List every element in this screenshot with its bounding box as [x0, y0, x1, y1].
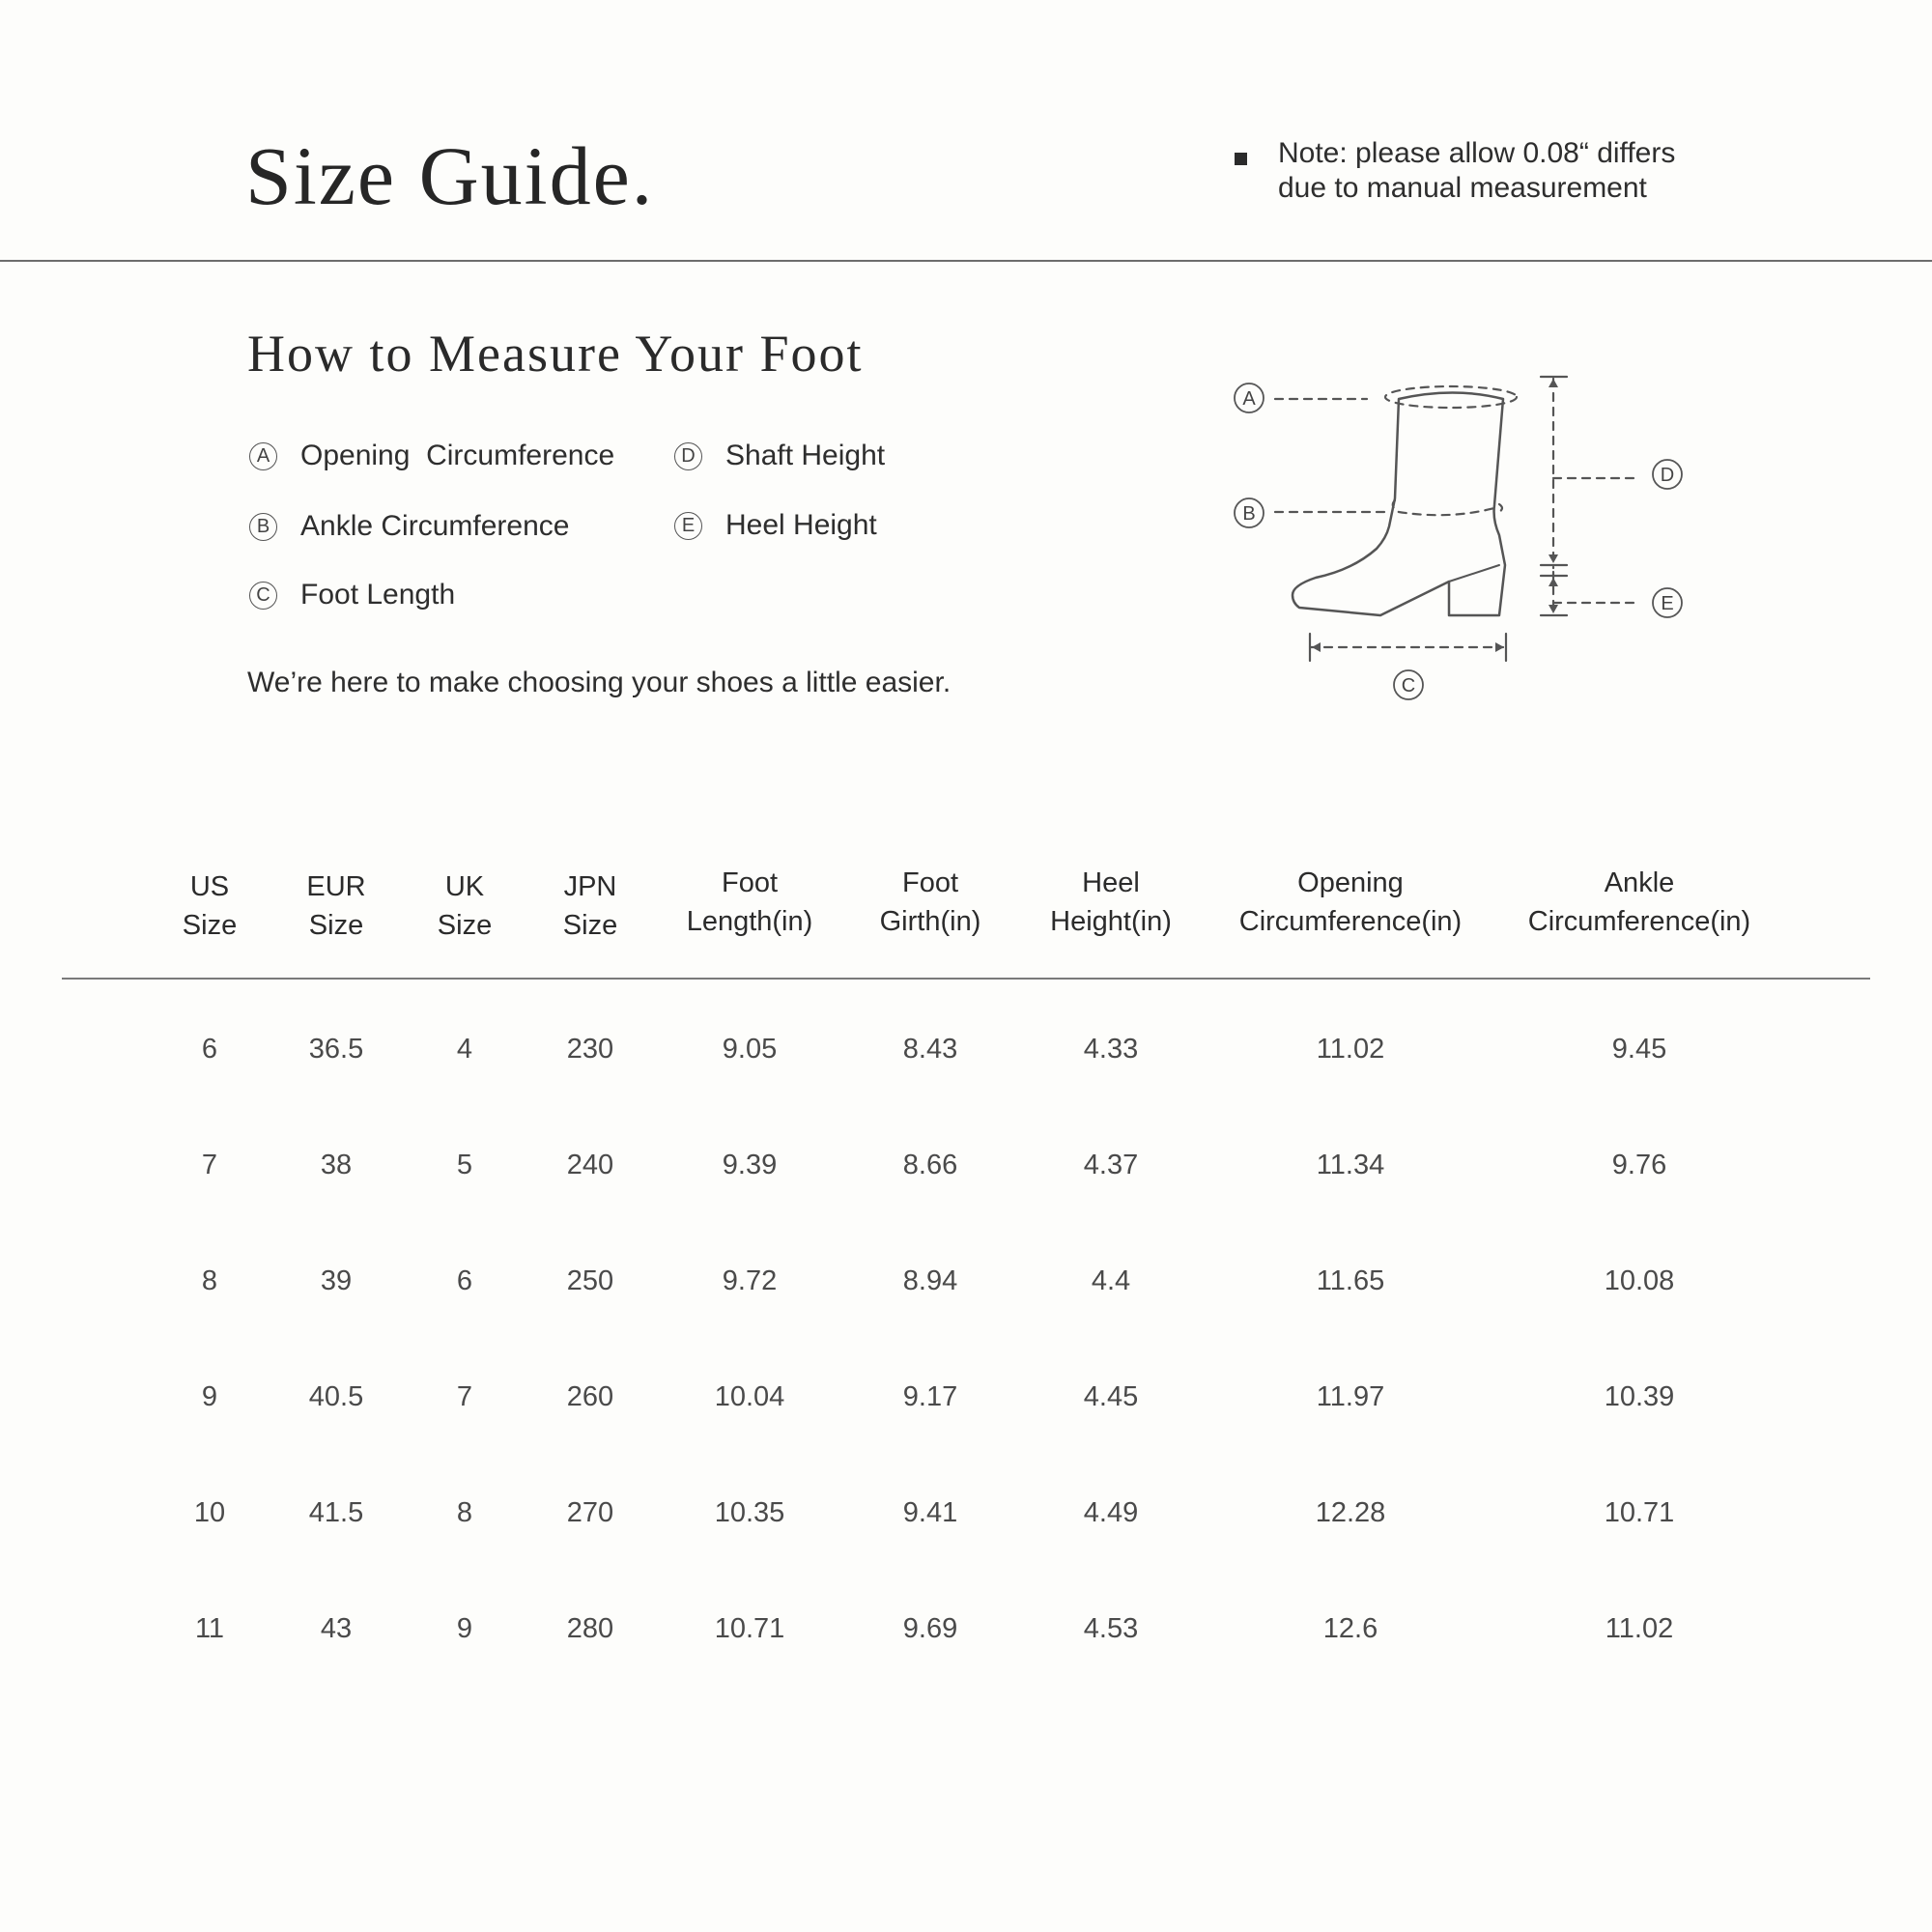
table-cell-heel-height: 4.53 — [1083, 1613, 1139, 1644]
table-header-divider — [62, 978, 1870, 980]
header-line2: Size — [182, 910, 238, 941]
note-line-1: Note: please allow 0.08“ differs — [1278, 137, 1676, 169]
table-cell-uk-size: 8 — [456, 1497, 473, 1528]
boot-outline-icon — [1293, 393, 1505, 616]
table-cell-foot-girth: 8.43 — [902, 1034, 958, 1065]
header-line2: Length(in) — [686, 906, 813, 937]
tagline: We’re here to make choosing your shoes a little easier. — [247, 667, 952, 698]
table-cell-jpn-size: 270 — [566, 1497, 614, 1528]
letter-a-icon: A — [249, 442, 277, 470]
legend-item-foot-length — [249, 579, 455, 611]
table-cell-ankle-circumference: 9.45 — [1611, 1034, 1667, 1065]
table-cell-us-size: 11 — [194, 1613, 225, 1644]
letter-e-icon: E — [674, 512, 702, 540]
column-header-opening-circumference — [1206, 864, 1495, 941]
legend-item-heel-height — [674, 509, 877, 542]
table-cell-opening-circumference: 11.34 — [1316, 1150, 1385, 1180]
table-cell-us-size: 9 — [201, 1381, 218, 1412]
legend-item-opening-circumference — [249, 440, 614, 472]
section-title: How to Measure Your Foot — [247, 325, 864, 383]
diagram-label-b: B — [1242, 503, 1256, 525]
table-cell-foot-length: 10.35 — [714, 1497, 785, 1528]
table-cell-eur-size: 40.5 — [308, 1381, 364, 1412]
header-line2: Circumference(in) — [1238, 906, 1463, 937]
table-cell-opening-circumference: 12.6 — [1322, 1613, 1378, 1644]
legend-label: Heel Height — [725, 509, 877, 541]
table-cell-ankle-circumference: 9.76 — [1611, 1150, 1667, 1180]
letter-b-icon: B — [249, 513, 277, 541]
legend-label: Shaft Height — [725, 440, 886, 471]
header-line1: JPN — [563, 871, 617, 902]
table-cell-opening-circumference: 11.02 — [1316, 1034, 1385, 1065]
note-bullet-icon — [1235, 153, 1247, 165]
table-cell-foot-length: 9.39 — [722, 1150, 778, 1180]
diagram-label-a: A — [1242, 388, 1256, 410]
table-cell-foot-girth: 9.41 — [902, 1497, 958, 1528]
boot-measurement-diagram — [1217, 357, 1700, 715]
table-cell-opening-circumference: 11.97 — [1316, 1381, 1385, 1412]
table-cell-foot-girth: 8.94 — [902, 1265, 958, 1296]
letter-d-icon: D — [674, 442, 702, 470]
table-cell-foot-length: 9.05 — [722, 1034, 778, 1065]
table-cell-foot-length: 9.72 — [722, 1265, 778, 1296]
legend-item-ankle-circumference — [249, 510, 569, 543]
table-cell-ankle-circumference: 11.02 — [1605, 1613, 1674, 1644]
header-line1: US — [189, 871, 230, 902]
diagram-label-d: D — [1660, 465, 1675, 486]
diagram-label-e: E — [1661, 593, 1674, 614]
header-line1: Foot — [901, 867, 959, 898]
measurement-note — [1278, 136, 1780, 206]
header-line2: Size — [308, 910, 364, 941]
header-line1: Foot — [721, 867, 779, 898]
table-cell-jpn-size: 260 — [566, 1381, 614, 1412]
header-line1: Ankle — [1604, 867, 1675, 898]
page-title: Size Guide. — [245, 129, 655, 222]
table-cell-heel-height: 4.49 — [1083, 1497, 1139, 1528]
table-cell-eur-size: 38 — [320, 1150, 353, 1180]
table-cell-foot-girth: 9.17 — [902, 1381, 958, 1412]
legend-label: Ankle Circumference — [300, 510, 570, 542]
letter-c-icon: C — [249, 582, 277, 610]
table-cell-us-size: 6 — [201, 1034, 218, 1065]
table-cell-foot-length: 10.04 — [714, 1381, 785, 1412]
header-line2: Height(in) — [1050, 906, 1172, 937]
table-cell-opening-circumference: 11.65 — [1316, 1265, 1385, 1296]
note-line-2: due to manual measurement — [1278, 172, 1647, 204]
table-cell-jpn-size: 240 — [566, 1150, 614, 1180]
table-cell-jpn-size: 250 — [566, 1265, 614, 1296]
table-cell-uk-size: 5 — [456, 1150, 473, 1180]
table-cell-heel-height: 4.33 — [1083, 1034, 1139, 1065]
header-line1: EUR — [306, 871, 366, 902]
table-cell-foot-girth: 8.66 — [902, 1150, 958, 1180]
header-divider — [0, 260, 1932, 262]
table-cell-heel-height: 4.37 — [1083, 1150, 1139, 1180]
table-cell-ankle-circumference: 10.08 — [1604, 1265, 1675, 1296]
table-cell-uk-size: 4 — [456, 1034, 473, 1065]
table-cell-ankle-circumference: 10.39 — [1604, 1381, 1675, 1412]
header-line1: Opening — [1297, 867, 1404, 898]
legend-label: Opening Circumference — [300, 440, 615, 471]
table-cell-eur-size: 43 — [320, 1613, 353, 1644]
header-line1: Heel — [1082, 867, 1140, 898]
table-cell-ankle-circumference: 10.71 — [1604, 1497, 1675, 1528]
column-header-ankle-circumference — [1494, 864, 1784, 941]
table-cell-uk-size: 6 — [456, 1265, 473, 1296]
table-cell-uk-size: 9 — [456, 1613, 473, 1644]
diagram-label-c: C — [1401, 675, 1416, 696]
header-line2: Girth(in) — [879, 906, 981, 937]
table-cell-eur-size: 39 — [320, 1265, 353, 1296]
legend-label: Foot Length — [300, 579, 456, 611]
table-cell-jpn-size: 230 — [566, 1034, 614, 1065]
table-cell-heel-height: 4.4 — [1091, 1265, 1131, 1296]
table-cell-uk-size: 7 — [456, 1381, 473, 1412]
legend-item-shaft-height — [674, 440, 885, 472]
table-cell-us-size: 7 — [201, 1150, 218, 1180]
table-cell-us-size: 8 — [201, 1265, 218, 1296]
table-cell-jpn-size: 280 — [566, 1613, 614, 1644]
table-cell-us-size: 10 — [193, 1497, 226, 1528]
table-cell-foot-girth: 9.69 — [902, 1613, 958, 1644]
header-line2: Size — [562, 910, 618, 941]
header-line1: UK — [444, 871, 485, 902]
table-cell-eur-size: 41.5 — [308, 1497, 364, 1528]
header-line2: Size — [437, 910, 493, 941]
table-cell-heel-height: 4.45 — [1083, 1381, 1139, 1412]
header-line2: Circumference(in) — [1527, 906, 1751, 937]
table-cell-eur-size: 36.5 — [308, 1034, 364, 1065]
table-cell-opening-circumference: 12.28 — [1315, 1497, 1386, 1528]
table-cell-foot-length: 10.71 — [714, 1613, 785, 1644]
